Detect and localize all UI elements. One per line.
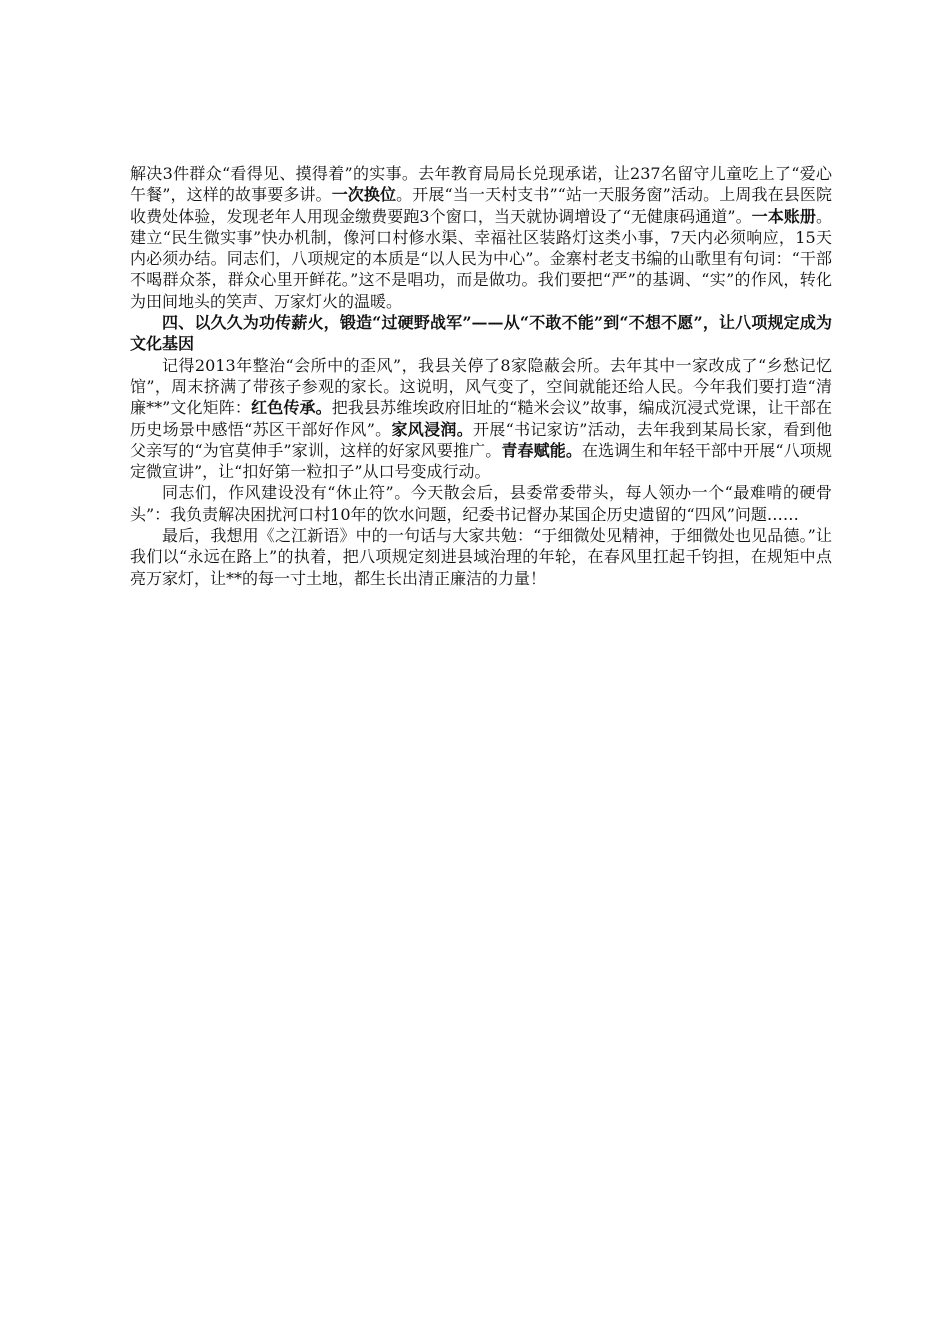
bold-keyword: 青春赋能。 xyxy=(501,440,582,460)
paragraph-text: 把我县苏维埃政府旧址的“糙米会议”故事，编成沉浸式党课，让干部在历史场景中感悟“苏区干部好作风”。 xyxy=(130,398,832,439)
paragraph-text: 记得2013年整治“会所中的歪风”，我县关停了8家隐蔽会所。去年其中一家改成了“乡愁记忆馆”，周末挤满了带孩子参观的家长。这说明，风气变了，空间就能还给人民。今年我们要打造“清廉**”文化矩阵： xyxy=(130,355,832,418)
paragraph-text: 。建立“民生微实事”快办机制，像河口村修水渠、幸福社区装路灯这类小事，7天内必须响应，15天内必须办结。同志们，八项规定的本质是“以人民为中心”。金寨村老支书编的山歌里有句词：“干部不喝群众茶，群众心里开鲜花。”这不是唱功，而是做功。我们要把“严”的基调、“实”的作风，转化为田间地头的笑声、万家灯火的温暖。 xyxy=(130,206,832,311)
bold-keyword: 红色传承。 xyxy=(251,398,332,418)
bold-keyword: 一次换位 xyxy=(331,185,397,205)
document-body xyxy=(130,163,832,589)
paragraph-text: 。开展“当一天村支书”“站一天服务窗”活动。上周我在县医院收费处体验，发现老年人用现金缴费要跑3个窗口，当天就协调增设了“无健康码通道”。 xyxy=(130,185,832,226)
paragraph-text: 在选调生和年轻干部中开展“八项规定微宣讲”，让“扣好第一粒扣子”从口号变成行动。 xyxy=(130,440,832,482)
paragraph-text: 开展“书记家访”活动，去年我到某局长家，看到他父亲写的“为官莫伸手”家训，这样的好家风要推广。 xyxy=(130,419,832,460)
bold-keyword: 家风浸润。 xyxy=(391,419,473,439)
bold-keyword: 一本账册 xyxy=(751,206,816,226)
paragraph-culture xyxy=(130,355,832,483)
paragraph-action: 同志们，作风建设没有“休止符”。今天散会后，县委常委带头，每人领办一个“最难啃的硬骨头”：我负责解决困扰河口村10年的饮水问题，纪委书记督办某国企历史遗留的“四风”问题…… xyxy=(130,483,832,524)
paragraph-text: 解决3件群众“看得见、摸得着”的实事。去年教育局局长兑现承诺，让237名留守儿童吃上了“爱心午餐”，这样的故事要多讲。 xyxy=(130,164,832,205)
section-heading-4: 四、以久久为功传薪火，锻造“过硬野战军”——从“不敢不能”到“不想不愿”，让八项规定成为文化基因 xyxy=(130,313,832,354)
paragraph-people-livelihood xyxy=(130,163,832,312)
paragraph-closing: 最后，我想用《之江新语》中的一句话与大家共勉：“于细微处见精神，于细微处也见品德。”让我们以“永远在路上”的执着，把八项规定刻进县域治理的年轮，在春风里扛起千钧担，在规矩中点亮万家灯，让**的每一寸土地，都生长出清正廉洁的力量！ xyxy=(130,526,832,588)
